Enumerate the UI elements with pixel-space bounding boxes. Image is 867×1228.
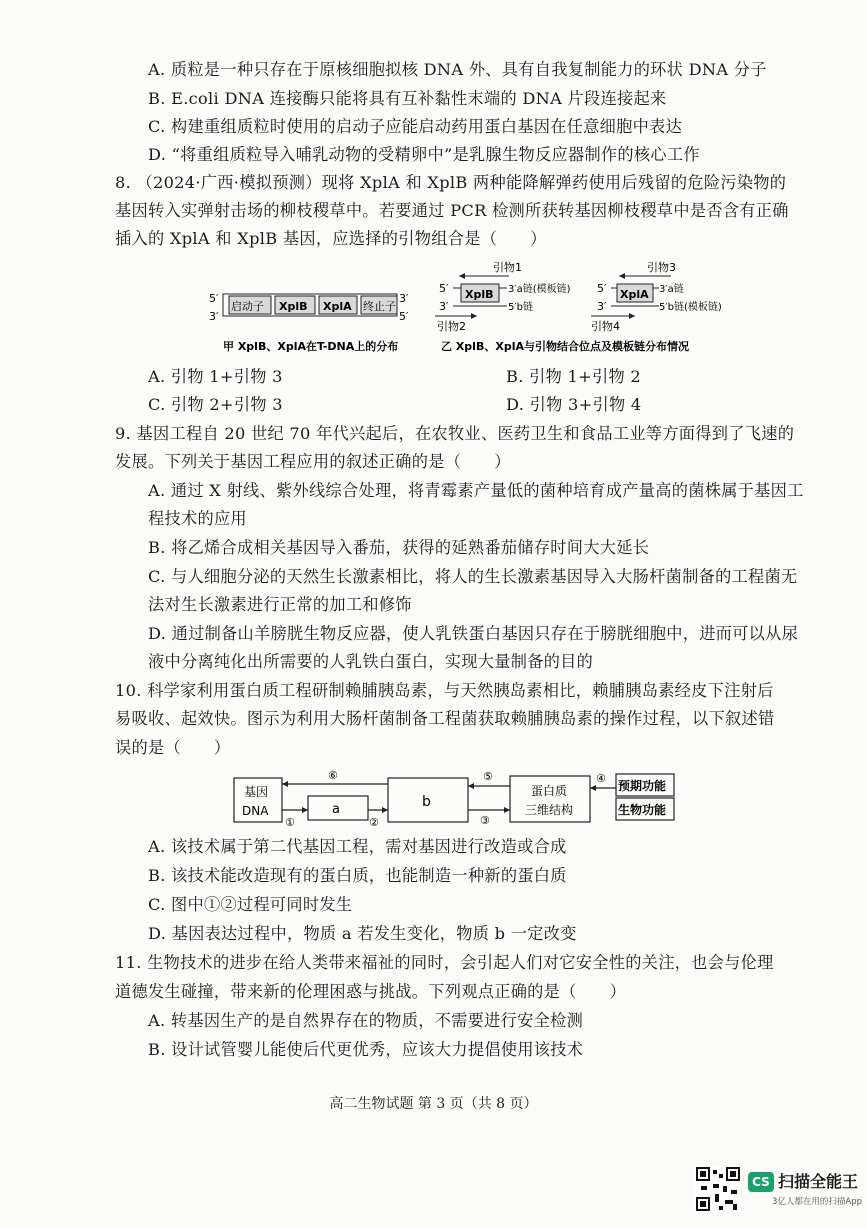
xplb-label: XplB — [465, 288, 494, 301]
terminator-label: 终止子 — [363, 300, 396, 313]
text-line-q9al1: A. 通过 X 射线、紫外线综合处理，将青霉素产量低的菌种培育成产量高的菌株属于基因工 — [148, 481, 804, 500]
label-3prime: 3′ — [209, 310, 219, 323]
text-line-q9al2: 程技术的应用 — [148, 509, 247, 528]
cs-logo-icon: CS — [748, 1172, 774, 1192]
qr-code-icon — [695, 1166, 741, 1212]
promoter-label: 启动子 — [231, 300, 264, 313]
a-chain-template-label: 3′a链(模板链) — [508, 284, 571, 295]
label-5prime: 5′ — [439, 282, 449, 295]
step-4: ④ — [596, 772, 606, 785]
label-5prime: 5′ — [209, 292, 219, 305]
figure-q10 — [228, 766, 680, 830]
text-line-q7b: B. E.coli DNA 连接酶只能将具有互补黏性末端的 DNA 片段连接起来 — [148, 89, 667, 108]
text-line-q11l2: 道德发生碰撞，带来新的伦理困惑与挑战。下列观点正确的是（ ） — [115, 982, 627, 1001]
text-line-q9cl1: C. 与人细胞分泌的天然生长激素相比，将人的生长激素基因导入大肠杆菌制备的工程菌无 — [148, 567, 798, 586]
bio-function-label: 生物功能 — [618, 803, 667, 817]
text-line-q9dl1: D. 通过制备山羊膀胱生物反应器，使人乳铁蛋白基因只存在于膀胱细胞中，进而可以从尿 — [148, 624, 799, 643]
diagram-yi-xplb — [435, 260, 571, 333]
xplb-label: XplB — [279, 300, 308, 313]
primer2-label: 引物2 — [437, 320, 466, 333]
expected-function-label: 预期功能 — [618, 779, 667, 793]
label-3prime: 3′ — [597, 300, 607, 313]
a-chain-label: 3′a链 — [659, 284, 684, 295]
text-line-q8l1: 8. （2024·广西·模拟预测）现将 XplA 和 XplB 两种能降解弹药使用后残留的危险污染物的 — [115, 173, 787, 192]
text-line-q7a: A. 质粒是一种只存在于原核细胞拟核 DNA 外、具有自我复制能力的环状 DNA 分子 — [148, 60, 767, 79]
brand-title: 扫描全能王 — [778, 1172, 859, 1191]
text-line-q10l1: 10. 科学家利用蛋白质工程研制赖脯胰岛素，与天然胰岛素相比，赖脯胰岛素经皮下注射后 — [115, 681, 774, 700]
text-line-q8l3: 插入的 XplA 和 XplB 基因，应选择的引物组合是（ ） — [115, 229, 547, 248]
text-line-q8c: C. 引物 2+引物 3 — [148, 395, 283, 414]
label-5prime: 5′ — [597, 282, 607, 295]
text-line-q7c: C. 构建重组质粒时使用的启动子应能启动药用蛋白基因在任意细胞中表达 — [148, 117, 683, 136]
text-line-q10l3: 误的是（ ） — [115, 738, 231, 757]
a-label: a — [332, 802, 340, 817]
protein-label: 蛋白质 — [531, 784, 568, 798]
caption-jia: 甲 XplB、XplA在T-DNA上的分布 — [223, 340, 399, 353]
step-3: ③ — [480, 814, 490, 827]
primer3-label: 引物3 — [647, 261, 676, 274]
text-line-q11a: A. 转基因生产的是自然界存在的物质，不需要进行安全检测 — [148, 1011, 584, 1030]
text-line-q10b: B. 该技术能改造现有的蛋白质，也能制造一种新的蛋白质 — [148, 866, 567, 885]
step-6: ⑥ — [328, 769, 338, 782]
text-line-q11b: B. 设计试管婴儿能使后代更优秀，应该大力提倡使用该技术 — [148, 1040, 584, 1059]
text-line-q9dl2: 液中分离纯化出所需要的人乳铁白蛋白，实现大量制备的目的 — [148, 652, 594, 671]
text-line-q9l1: 9. 基因工程自 20 世纪 70 年代兴起后，在农牧业、医药卫生和食品工业等方面得到了飞速的 — [115, 424, 795, 443]
gene-label: 基因 — [244, 785, 269, 799]
text-line-q8d: D. 引物 3+引物 4 — [506, 395, 642, 414]
text-line-q7d: D. “将重组质粒导入哺乳动物的受精卵中”是乳腺生物反应器制作的核心工作 — [148, 145, 700, 164]
text-line-q9cl2: 法对生长激素进行正常的加工和修饰 — [148, 595, 412, 614]
text-line-q8b: B. 引物 1+引物 2 — [506, 367, 641, 386]
caption-yi: 乙 XplB、XplA与引物结合位点及模板链分布情况 — [441, 340, 689, 353]
step-1: ① — [285, 816, 295, 829]
b-label: b — [422, 794, 431, 810]
text-line-q10c: C. 图中①②过程可同时发生 — [148, 895, 353, 914]
step-2: ② — [369, 816, 379, 829]
text-line-q9b: B. 将乙烯合成相关基因导入番茄，获得的延熟番茄储存时间大大延长 — [148, 538, 650, 557]
text-line-q10d: D. 基因表达过程中，物质 a 若发生变化，物质 b 一定改变 — [148, 924, 577, 943]
text-line-q10l2: 易吸收、起效快。图示为利用大肠杆菌制备工程菌获取赖脯胰岛素的操作过程，以下叙述错 — [115, 709, 775, 728]
xpla-label: XplA — [620, 288, 649, 301]
text-line-q8a: A. 引物 1+引物 3 — [148, 367, 283, 386]
step-5: ⑤ — [483, 770, 493, 783]
diagram-jia — [209, 292, 409, 353]
text-line-q11l1: 11. 生物技术的进步在给人类带来福祉的同时，会引起人们对它安全性的关注，也会与伦理 — [115, 953, 774, 972]
text-line-q9l2: 发展。下列关于基因工程应用的叙述正确的是（ ） — [115, 452, 511, 471]
b-chain-template-label: 5′b链(模板链) — [659, 302, 722, 313]
text-line-q10a: A. 该技术属于第二代基因工程，需对基因进行改造或合成 — [148, 837, 567, 856]
dna-label: DNA — [242, 804, 269, 818]
xpla-label: XplA — [323, 300, 352, 313]
structure-label: 三维结构 — [525, 803, 574, 817]
b-chain-label: 5′b链 — [508, 302, 533, 313]
page-footer: 高二生物试题 第 3 页（共 8 页） — [329, 1096, 538, 1112]
text-line-q8l2: 基因转入实弹射击场的柳枝稷草中。若要通过 PCR 检测所获转基因柳枝稷草中是否含有正确 — [115, 201, 789, 220]
figure-q8 — [205, 254, 735, 358]
brand-subtitle: 3亿人都在用的扫描App — [772, 1197, 863, 1207]
label-3prime: 3′ — [399, 292, 409, 305]
primer4-label: 引物4 — [591, 320, 620, 333]
label-3prime: 3′ — [439, 300, 449, 313]
primer1-label: 引物1 — [493, 261, 522, 274]
label-5prime: 5′ — [399, 310, 409, 323]
